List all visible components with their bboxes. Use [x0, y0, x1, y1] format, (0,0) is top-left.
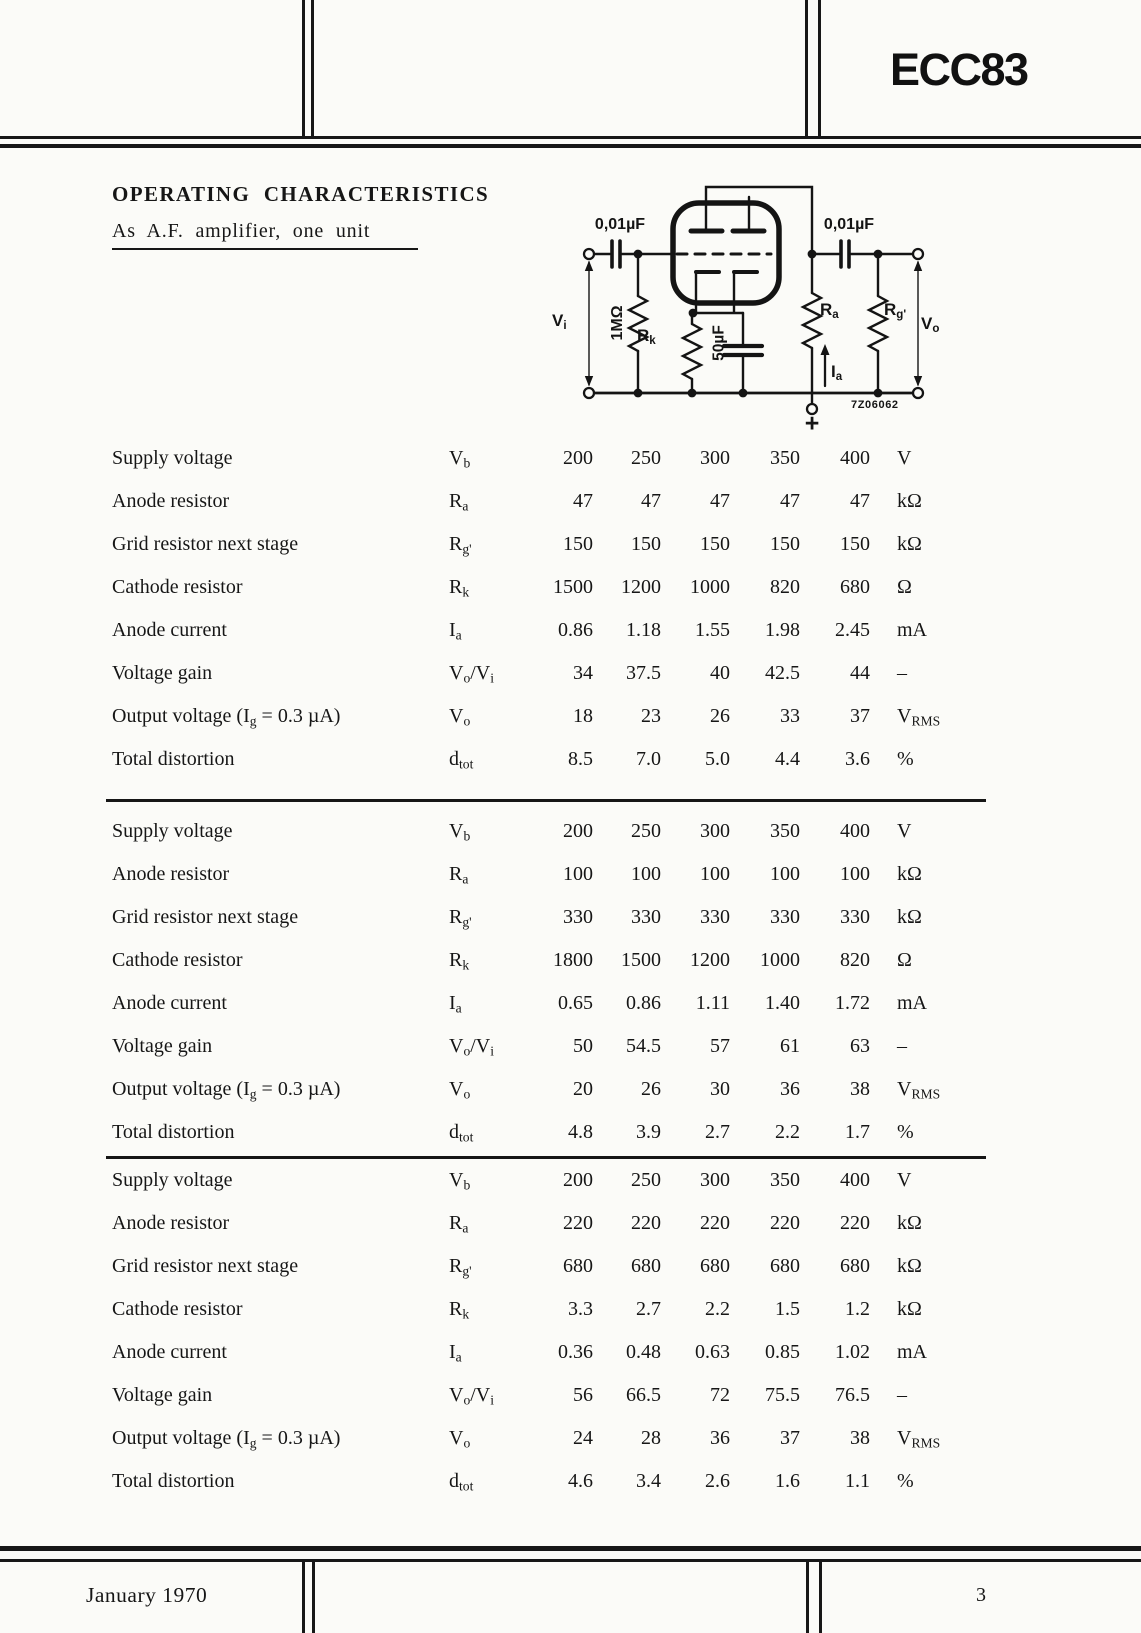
row-value: 1.2	[845, 1298, 870, 1320]
row-unit: %	[897, 1121, 914, 1143]
row-value: 7.0	[636, 748, 661, 770]
row-unit: kΩ	[897, 863, 922, 885]
row-value: 400	[840, 1169, 870, 1191]
row-unit: kΩ	[897, 490, 922, 512]
row-value: 220	[770, 1212, 800, 1234]
row-label: Anode current	[112, 619, 227, 641]
row-value: 2.7	[636, 1298, 661, 1320]
row-value: 42.5	[765, 662, 800, 684]
input-voltage-label: $V_i$	[552, 311, 567, 332]
row-value: 350	[770, 820, 800, 842]
row-value: 330	[563, 906, 593, 928]
header-divider-left-b	[311, 0, 314, 137]
row-value: 200	[563, 820, 593, 842]
row-symbol: $V_b$	[449, 820, 471, 844]
row-value: 66.5	[626, 1384, 661, 1406]
row-value: 350	[770, 447, 800, 469]
row-value: 72	[710, 1384, 730, 1406]
table-row	[112, 1111, 1002, 1154]
row-value: 1.72	[835, 992, 870, 1014]
row-value: 3.6	[845, 748, 870, 770]
row-value: 100	[770, 863, 800, 885]
row-unit: Ω	[897, 576, 912, 598]
anode-resistor	[803, 293, 821, 348]
row-unit: $V_{RMS}$	[897, 705, 941, 729]
row-label: Anode resistor	[112, 863, 230, 885]
row-value: 1200	[621, 576, 661, 598]
footer-date: January 1970	[86, 1583, 208, 1607]
table-separator-rule	[106, 799, 986, 802]
row-value: 0.48	[626, 1341, 661, 1363]
next-grid-resistor-label: $R_{g'}$	[884, 300, 907, 321]
operating-table-3	[112, 1159, 1002, 1503]
row-value: 0.63	[695, 1341, 730, 1363]
table-row	[112, 523, 1002, 566]
row-value: 37	[850, 705, 870, 727]
row-symbol: $V_b$	[449, 1169, 471, 1193]
row-symbol: $d_{tot}$	[449, 748, 474, 772]
row-value: 38	[850, 1078, 870, 1100]
row-value: 330	[631, 906, 661, 928]
operating-table-1	[112, 437, 1002, 781]
table-row	[112, 437, 1002, 480]
row-value: 2.7	[705, 1121, 730, 1143]
footer-divider-right-a	[806, 1562, 809, 1633]
table-row	[112, 982, 1002, 1025]
row-symbol: $R_{g'}$	[449, 1255, 472, 1279]
output-terminal	[913, 249, 923, 259]
row-label: Anode resistor	[112, 490, 230, 512]
row-symbol: $R_k$	[449, 576, 470, 600]
row-unit: Ω	[897, 949, 912, 971]
row-unit: V	[897, 447, 912, 469]
vi-arrowhead-bottom	[585, 376, 593, 387]
row-value: 0.65	[558, 992, 593, 1014]
row-value: 1500	[621, 949, 661, 971]
row-label: Grid resistor next stage	[112, 533, 299, 555]
header-divider-right-a	[805, 0, 808, 137]
row-value: 38	[850, 1427, 870, 1449]
row-value: 150	[770, 533, 800, 555]
row-value: 250	[631, 1169, 661, 1191]
table-row	[112, 1417, 1002, 1460]
table-row	[112, 566, 1002, 609]
anode-resistor-label: $R_a$	[820, 300, 839, 321]
row-value: 3.9	[636, 1121, 661, 1143]
row-unit: –	[897, 1384, 907, 1406]
row-unit: V	[897, 1169, 912, 1191]
table-row	[112, 896, 1002, 939]
row-unit: $V_{RMS}$	[897, 1078, 941, 1102]
row-value: 4.8	[568, 1121, 593, 1143]
row-value: 26	[641, 1078, 661, 1100]
row-value: 1.1	[845, 1470, 870, 1492]
row-symbol: $R_{g'}$	[449, 906, 472, 930]
row-value: 350	[770, 1169, 800, 1191]
row-value: 100	[631, 863, 661, 885]
row-value: 220	[840, 1212, 870, 1234]
footer-rule-thin	[0, 1559, 1141, 1562]
row-value: 200	[563, 447, 593, 469]
table-row	[112, 1245, 1002, 1288]
row-symbol: $I_a$	[449, 619, 462, 643]
row-value: 40	[710, 662, 730, 684]
row-value: 3.4	[636, 1470, 661, 1492]
output-capacitor	[841, 241, 849, 267]
node-dot	[634, 389, 643, 398]
row-unit: mA	[897, 619, 927, 641]
row-unit: –	[897, 1035, 907, 1057]
row-value: 680	[700, 1255, 730, 1277]
operating-table-2	[112, 810, 1002, 1154]
footer-page-number: 3	[976, 1584, 986, 1606]
row-label: Total distortion	[112, 748, 235, 770]
row-label: Anode current	[112, 992, 227, 1014]
node-dot	[874, 250, 883, 259]
row-value: 3.3	[568, 1298, 593, 1320]
input-terminal-ground	[584, 388, 594, 398]
row-value: 57	[710, 1035, 730, 1057]
row-value: 400	[840, 447, 870, 469]
row-unit: V	[897, 820, 912, 842]
row-value: 1.02	[835, 1341, 870, 1363]
table-row	[112, 810, 1002, 853]
row-value: 820	[770, 576, 800, 598]
table-row	[112, 1068, 1002, 1111]
row-label: Grid resistor next stage	[112, 1255, 299, 1277]
row-value: 150	[840, 533, 870, 555]
vo-arrowhead-bottom	[914, 376, 922, 387]
node-dot	[689, 309, 698, 318]
row-symbol: $V_o$	[449, 1427, 471, 1451]
row-symbol: $V_b$	[449, 447, 471, 471]
row-value: 1.40	[765, 992, 800, 1014]
table-row	[112, 480, 1002, 523]
row-value: 330	[700, 906, 730, 928]
row-value: 0.85	[765, 1341, 800, 1363]
header-rule-thick	[0, 144, 1141, 148]
table-row	[112, 738, 1002, 781]
row-value: 1000	[690, 576, 730, 598]
row-unit: kΩ	[897, 1212, 922, 1234]
cathode-resistor	[683, 324, 701, 379]
input-capacitor	[612, 241, 620, 267]
table-row	[112, 652, 1002, 695]
table-row	[112, 609, 1002, 652]
row-value: 75.5	[765, 1384, 800, 1406]
row-label: Supply voltage	[112, 1169, 233, 1191]
row-label: Total distortion	[112, 1470, 235, 1492]
row-value: 1.7	[845, 1121, 870, 1143]
row-symbol: $R_a$	[449, 1212, 469, 1236]
row-label: Cathode resistor	[112, 949, 243, 971]
row-value: 1800	[553, 949, 593, 971]
row-value: 56	[573, 1384, 593, 1406]
row-symbol: $I_a$	[449, 1341, 462, 1365]
cathode-capacitor	[724, 346, 762, 355]
row-value: 1.5	[775, 1298, 800, 1320]
row-value: 680	[840, 576, 870, 598]
node-dot	[874, 389, 883, 398]
node-dot	[808, 250, 817, 259]
row-label: Voltage gain	[112, 1384, 213, 1406]
row-symbol: $V_o/V_i$	[449, 1384, 495, 1408]
row-symbol: $R_{g'}$	[449, 533, 472, 557]
row-symbol: $d_{tot}$	[449, 1470, 474, 1494]
output-terminal-ground	[913, 388, 923, 398]
row-unit: %	[897, 748, 914, 770]
footer-divider-left-b	[312, 1562, 315, 1633]
row-value: 26	[710, 705, 730, 727]
row-value: 37.5	[626, 662, 661, 684]
node-dot	[634, 250, 643, 259]
row-unit: mA	[897, 1341, 927, 1363]
table-row	[112, 1159, 1002, 1202]
row-value: 37	[780, 1427, 800, 1449]
row-value: 1.55	[695, 619, 730, 641]
row-symbol: $d_{tot}$	[449, 1121, 474, 1145]
row-value: 680	[563, 1255, 593, 1277]
row-value: 18	[573, 705, 593, 727]
row-value: 2.45	[835, 619, 870, 641]
table-row	[112, 1288, 1002, 1331]
row-value: 24	[573, 1427, 593, 1449]
row-symbol: $R_a$	[449, 490, 469, 514]
row-label: Output voltage ($I_g = 0.3$ µA)	[112, 1427, 341, 1451]
row-value: 50	[573, 1035, 593, 1057]
row-value: 47	[641, 490, 661, 512]
row-value: 330	[770, 906, 800, 928]
tube-envelope	[673, 203, 779, 303]
row-unit: kΩ	[897, 906, 922, 928]
section-subtitle: As A.F. amplifier, one unit	[112, 220, 418, 250]
row-value: 300	[700, 1169, 730, 1191]
row-symbol: $V_o$	[449, 705, 471, 729]
row-value: 2.2	[775, 1121, 800, 1143]
row-value: 250	[631, 447, 661, 469]
tube-type-number: ECC83	[890, 44, 1028, 95]
row-value: 220	[631, 1212, 661, 1234]
row-value: 0.86	[558, 619, 593, 641]
row-value: 680	[631, 1255, 661, 1277]
ia-arrowhead	[821, 344, 830, 355]
row-unit: mA	[897, 992, 927, 1014]
cathode-leads	[693, 272, 743, 313]
row-value: 44	[850, 662, 870, 684]
vo-arrowhead-top	[914, 261, 922, 272]
table-row	[112, 1025, 1002, 1068]
row-value: 1.11	[695, 992, 730, 1014]
row-label: Cathode resistor	[112, 1298, 243, 1320]
row-value: 680	[770, 1255, 800, 1277]
table-row	[112, 939, 1002, 982]
row-value: 34	[573, 662, 593, 684]
row-unit: $V_{RMS}$	[897, 1427, 941, 1451]
vi-arrowhead-top	[585, 261, 593, 272]
row-label: Output voltage ($I_g = 0.3$ µA)	[112, 705, 341, 729]
row-value: 36	[710, 1427, 730, 1449]
row-value: 54.5	[626, 1035, 661, 1057]
header-divider-right-b	[818, 0, 821, 137]
row-value: 20	[573, 1078, 593, 1100]
row-value: 330	[840, 906, 870, 928]
row-value: 1.6	[775, 1470, 800, 1492]
row-label: Anode resistor	[112, 1212, 230, 1234]
row-value: 820	[840, 949, 870, 971]
cathode-resistor-label: $R_k$	[637, 326, 656, 347]
table-row	[112, 1202, 1002, 1245]
anode-current-label: $I_a$	[831, 362, 843, 383]
row-value: 63	[850, 1035, 870, 1057]
supply-plus-sign: +	[804, 409, 820, 438]
row-symbol: $V_o/V_i$	[449, 1035, 495, 1059]
row-value: 0.36	[558, 1341, 593, 1363]
row-value: 76.5	[835, 1384, 870, 1406]
input-terminal	[584, 249, 594, 259]
row-value: 47	[573, 490, 593, 512]
row-unit: kΩ	[897, 1298, 922, 1320]
row-value: 2.6	[705, 1470, 730, 1492]
row-symbol: $V_o$	[449, 1078, 471, 1102]
row-value: 150	[700, 533, 730, 555]
table-row	[112, 853, 1002, 896]
row-value: 33	[780, 705, 800, 727]
row-value: 30	[710, 1078, 730, 1100]
row-value: 28	[641, 1427, 661, 1449]
table-row	[112, 695, 1002, 738]
row-symbol: $V_o/V_i$	[449, 662, 495, 686]
drawing-number: 7Z06062	[851, 399, 899, 411]
row-unit: –	[897, 662, 907, 684]
row-value: 4.6	[568, 1470, 593, 1492]
row-value: 23	[641, 705, 661, 727]
row-value: 8.5	[568, 748, 593, 770]
row-value: 100	[840, 863, 870, 885]
row-value: 100	[700, 863, 730, 885]
row-label: Voltage gain	[112, 1035, 213, 1057]
row-value: 100	[563, 863, 593, 885]
row-value: 0.86	[626, 992, 661, 1014]
row-value: 200	[563, 1169, 593, 1191]
row-value: 1.18	[626, 619, 661, 641]
row-label: Output voltage ($I_g = 0.3$ µA)	[112, 1078, 341, 1102]
row-symbol: $R_k$	[449, 1298, 470, 1322]
row-value: 400	[840, 820, 870, 842]
header-divider-left-a	[302, 0, 305, 137]
footer-rule-thick	[0, 1546, 1141, 1551]
grid-leak-label: 1MΩ	[609, 305, 626, 341]
row-value: 220	[700, 1212, 730, 1234]
output-cap-label: 0,01µF	[823, 216, 875, 233]
row-value: 1.98	[765, 619, 800, 641]
row-value: 4.4	[775, 748, 800, 770]
row-value: 150	[563, 533, 593, 555]
input-cap-label: 0,01µF	[594, 216, 646, 233]
row-value: 2.2	[705, 1298, 730, 1320]
header-rule-thin	[0, 136, 1141, 139]
node-dot	[688, 389, 697, 398]
row-value: 47	[780, 490, 800, 512]
row-label: Supply voltage	[112, 447, 233, 469]
row-value: 1200	[690, 949, 730, 971]
row-value: 47	[850, 490, 870, 512]
row-value: 1500	[553, 576, 593, 598]
cathode-cap-label: 50µF	[710, 325, 728, 361]
row-value: 220	[563, 1212, 593, 1234]
row-value: 47	[710, 490, 730, 512]
output-voltage-label: $V_o$	[921, 314, 940, 335]
table-row	[112, 1460, 1002, 1503]
row-value: 1000	[760, 949, 800, 971]
footer-divider-left-a	[302, 1562, 305, 1633]
row-value: 250	[631, 820, 661, 842]
row-label: Supply voltage	[112, 820, 233, 842]
row-value: 5.0	[705, 748, 730, 770]
row-label: Anode current	[112, 1341, 227, 1363]
table-row	[112, 1374, 1002, 1417]
row-value: 36	[780, 1078, 800, 1100]
row-value: 300	[700, 820, 730, 842]
row-unit: kΩ	[897, 533, 922, 555]
table-row	[112, 1331, 1002, 1374]
node-dot	[739, 389, 748, 398]
row-label: Cathode resistor	[112, 576, 243, 598]
row-symbol: $R_k$	[449, 949, 470, 973]
row-unit: %	[897, 1470, 914, 1492]
row-label: Voltage gain	[112, 662, 213, 684]
row-symbol: $R_a$	[449, 863, 469, 887]
section-title: OPERATING CHARACTERISTICS	[112, 182, 490, 206]
row-label: Total distortion	[112, 1121, 235, 1143]
anode-top-wire	[706, 187, 812, 254]
row-symbol: $I_a$	[449, 992, 462, 1016]
row-value: 680	[840, 1255, 870, 1277]
row-unit: kΩ	[897, 1255, 922, 1277]
row-value: 61	[780, 1035, 800, 1057]
row-value: 150	[631, 533, 661, 555]
row-label: Grid resistor next stage	[112, 906, 299, 928]
row-value: 300	[700, 447, 730, 469]
